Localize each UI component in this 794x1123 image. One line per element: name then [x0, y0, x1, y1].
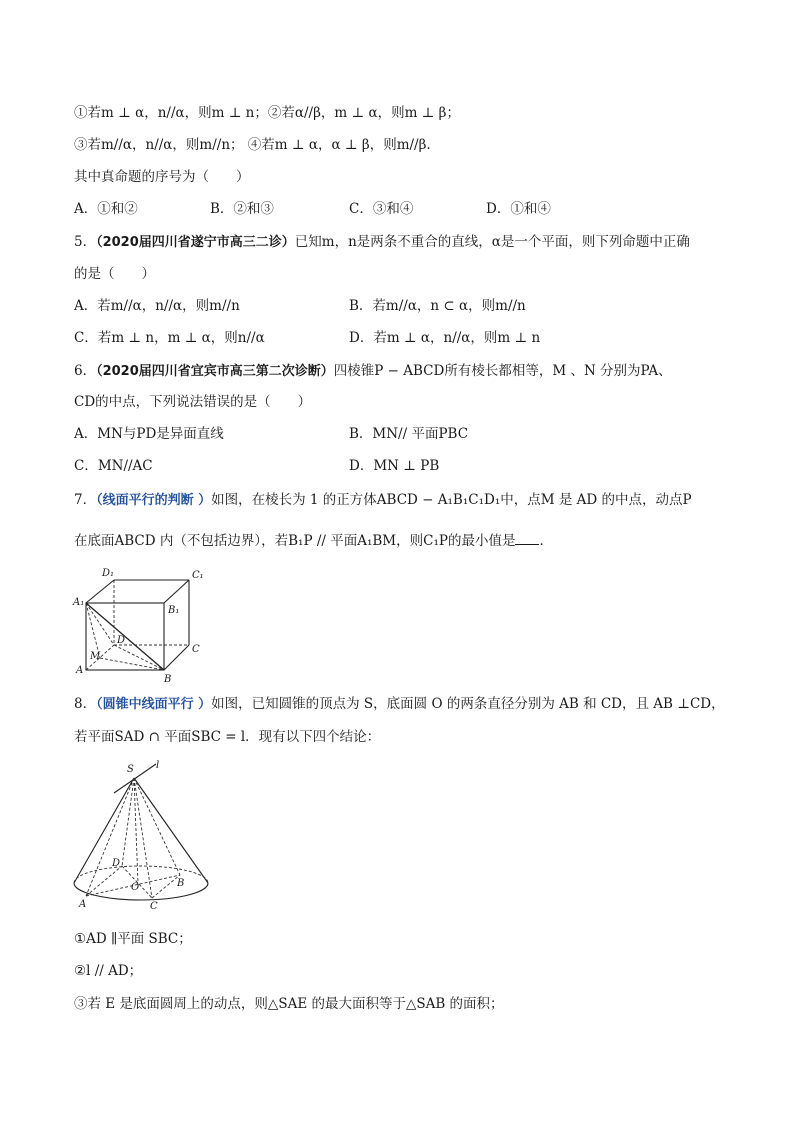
label-o: O	[131, 882, 140, 893]
q5-stem-line2: 的是（ ）	[74, 266, 155, 282]
label-s: S	[127, 764, 134, 775]
q6-option-d: D．MN ⊥ PB	[349, 458, 440, 474]
q7-stem-line1	[74, 490, 692, 511]
label-a: A	[76, 665, 84, 676]
label-c1: C₁	[192, 570, 204, 581]
q6-stem-line1	[74, 361, 672, 382]
label-b: B	[164, 674, 172, 685]
label-a1: A₁	[73, 597, 85, 608]
label-d: D	[112, 858, 121, 869]
q8-conclusion-3: ③若 E 是底面圆周上的动点，则△SAE 的最大面积等于△SAB 的面积；	[74, 996, 504, 1012]
q6-option-a: A．MN与PD是异面直线	[74, 426, 224, 442]
cone-figure	[70, 758, 220, 913]
q5-stem-line1	[74, 232, 690, 253]
q5-source: （2020届四川省遂宁市高三二诊）	[96, 235, 295, 250]
q7-stem: 如图，在棱长为 1 的正方体ABCD − A₁B₁C₁D₁中，点M 是 AD 的中点，动点P	[211, 492, 692, 508]
label-l: l	[156, 760, 160, 771]
q8-stem-line1	[74, 694, 725, 715]
q7-source: （线面平行的判断 ）	[96, 493, 212, 508]
q4-statement-1-2: ①若m ⊥ α，n//α，则m ⊥ n；②若α//β，m ⊥ α，则m ⊥ β；	[74, 105, 460, 121]
q8-number: 8．	[74, 696, 97, 712]
label-c: C	[150, 901, 158, 912]
q7-stem-line2	[74, 530, 553, 551]
q4-option-c: C．③和④	[349, 201, 414, 217]
label-b1: B₁	[168, 605, 180, 616]
label-b: B	[177, 878, 185, 889]
q4-option-d: D．①和④	[486, 201, 551, 217]
answer-blank	[515, 530, 539, 545]
label-a: A	[79, 899, 87, 910]
q5-stem: 已知m，n是两条不重合的直线，α是一个平面，则下列命题中正确	[294, 234, 690, 250]
q5-option-b: B．若m//α，n ⊂ α，则m//n	[349, 298, 526, 314]
q4-option-b: B．②和③	[210, 201, 274, 217]
q6-stem-line2: CD的中点，下列说法错误的是（ ）	[74, 394, 312, 410]
q6-number: 6．	[74, 363, 97, 379]
label-d1: D₁	[102, 568, 115, 579]
label-c: C	[192, 644, 200, 655]
q6-option-c: C．MN//AC	[74, 458, 153, 474]
q8-conclusion-2: ②l // AD；	[74, 963, 143, 979]
q5-option-a: A．若m//α，n//α，则m//n	[74, 298, 240, 314]
label-m: M	[90, 651, 101, 662]
q7-number: 7．	[74, 492, 97, 508]
q5-number: 5．	[74, 234, 97, 250]
q8-source: （圆锥中线面平行 ）	[96, 697, 212, 712]
q8-stem-line2: 若平面SAD ∩ 平面SBC = l．现有以下四个结论：	[74, 729, 381, 745]
q6-option-b: B．MN// 平面PBC	[349, 426, 469, 442]
q6-stem: 四棱锥P − ABCD所有棱长都相等，M 、N 分别为PA、	[333, 363, 672, 379]
q4-question: 其中真命题的序号为（ ）	[74, 169, 250, 185]
q5-option-d: D．若m ⊥ α，n//α，则m ⊥ n	[349, 330, 541, 346]
q6-source: （2020届四川省宜宾市高三第二次诊断）	[96, 364, 334, 379]
q4-option-a: A．①和②	[74, 201, 138, 217]
q8-stem: 如图，已知圆锥的顶点为 S，底面圆 O 的两条直径分别为 AB 和 CD，且 AB ⊥CD，	[211, 696, 725, 712]
q5-option-c: C．若m ⊥ n，m ⊥ α，则n//α	[74, 330, 265, 346]
q8-conclusion-1: ①AD ∥平面 SBC；	[74, 931, 192, 947]
q7-stem-end: ．	[539, 533, 553, 549]
q4-statement-3-4: ③若m//α，n//α，则m//n； ④若m ⊥ α，α ⊥ β，则m//β.	[74, 137, 431, 153]
q7-stem-text: 在底面ABCD 内（不包括边界），若B₁P // 平面A₁BM，则C₁P的最小值是	[74, 533, 516, 549]
label-d: D	[117, 635, 126, 646]
cube-figure	[72, 563, 212, 687]
